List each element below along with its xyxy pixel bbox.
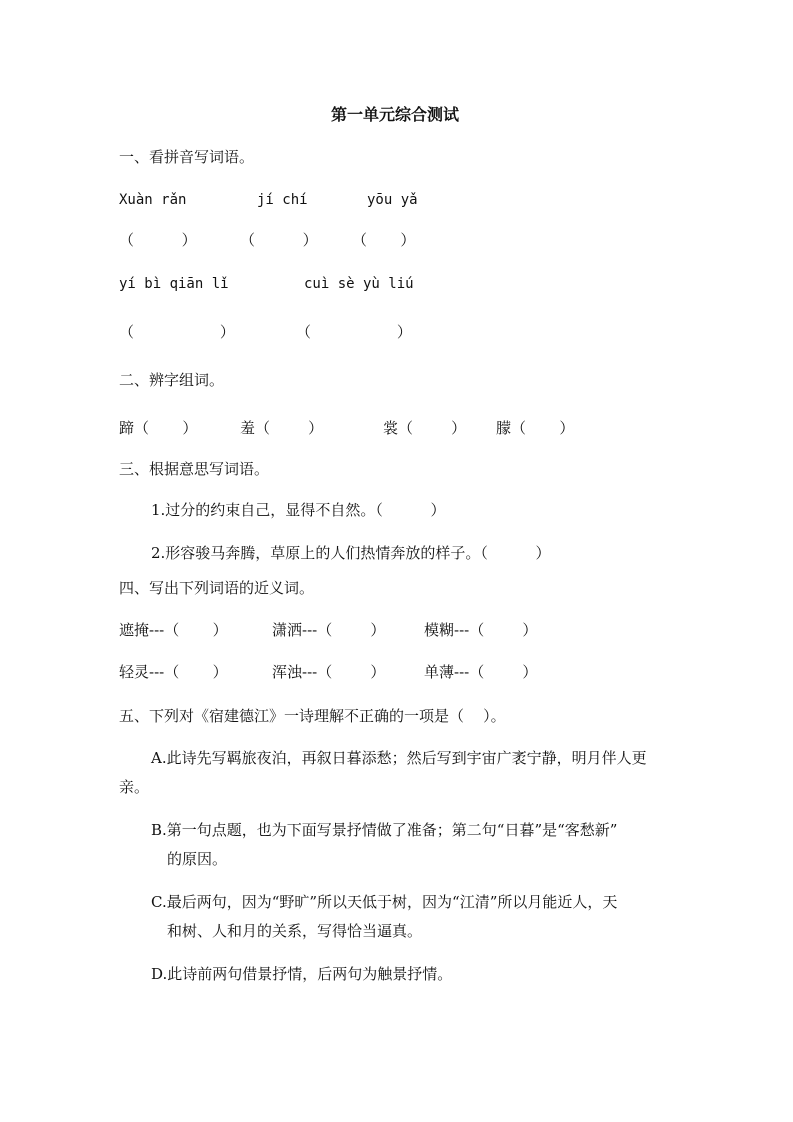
option-a-cont: 亲。 xyxy=(119,778,150,796)
char-item-4[interactable]: 朦（ ） xyxy=(496,419,575,437)
section-4-heading: 四、写出下列词语的近义词。 xyxy=(119,579,315,597)
synonym-item-3[interactable]: 模糊---（ ） xyxy=(424,621,538,639)
option-c-cont: 和树、人和月的关系，写得恰当逼真。 xyxy=(167,922,423,940)
pinyin-3: yōu yǎ xyxy=(367,192,418,208)
synonym-item-1[interactable]: 遮掩---（ ） xyxy=(119,621,228,639)
answer-blank-2[interactable]: （ ） xyxy=(240,231,318,249)
section-3-heading: 三、根据意思写词语。 xyxy=(119,460,270,478)
pinyin-1: Xuàn rǎn xyxy=(119,192,187,208)
option-d[interactable]: D.此诗前两句借景抒情，后两句为触景抒情。 xyxy=(151,965,453,983)
synonym-item-2[interactable]: 潇洒---（ ） xyxy=(272,621,386,639)
option-b[interactable]: B.第一句点题，也为下面写景抒情做了准备；第二句“日暮”是“客愁新” xyxy=(151,821,618,839)
char-item-3[interactable]: 裳（ ） xyxy=(383,419,467,437)
option-a[interactable]: A.此诗先写羁旅夜泊，再叙日暮添愁；然后写到宇宙广袤宁静，明月伴人更 xyxy=(151,749,647,767)
page-title: 第一单元综合测试 xyxy=(331,105,460,124)
char-item-1[interactable]: 蹄（ ） xyxy=(119,419,198,437)
synonym-item-5[interactable]: 浑浊---（ ） xyxy=(272,663,386,681)
char-item-2[interactable]: 羞（ ） xyxy=(240,419,324,437)
section-1-heading: 一、看拼音写词语。 xyxy=(119,148,255,166)
section-2-heading: 二、辨字组词。 xyxy=(119,371,225,389)
answer-blank-4[interactable]: （ ） xyxy=(119,323,235,341)
pinyin-5: cuì sè yù liú xyxy=(304,276,414,292)
pinyin-4: yí bì qiān lǐ xyxy=(119,276,229,292)
section-5-heading: 五、下列对《宿建德江》一诗理解不正确的一项是（ ）。 xyxy=(119,707,506,725)
answer-blank-1[interactable]: （ ） xyxy=(119,231,197,249)
meaning-item-2[interactable]: 2.形容骏马奔腾，草原上的人们热情奔放的样子。（ ） xyxy=(151,544,551,562)
answer-blank-3[interactable]: （ ） xyxy=(352,231,416,249)
answer-blank-5[interactable]: （ ） xyxy=(296,323,412,341)
synonym-item-4[interactable]: 轻灵---（ ） xyxy=(119,663,228,681)
meaning-item-1[interactable]: 1.过分的约束自己，显得不自然。（ ） xyxy=(151,501,446,519)
pinyin-2: jí chí xyxy=(257,192,308,208)
option-b-cont: 的原因。 xyxy=(167,850,228,868)
synonym-item-6[interactable]: 单薄---（ ） xyxy=(424,663,538,681)
option-c[interactable]: C.最后两句，因为“野旷”所以天低于树，因为“江清”所以月能近人，天 xyxy=(151,893,618,911)
